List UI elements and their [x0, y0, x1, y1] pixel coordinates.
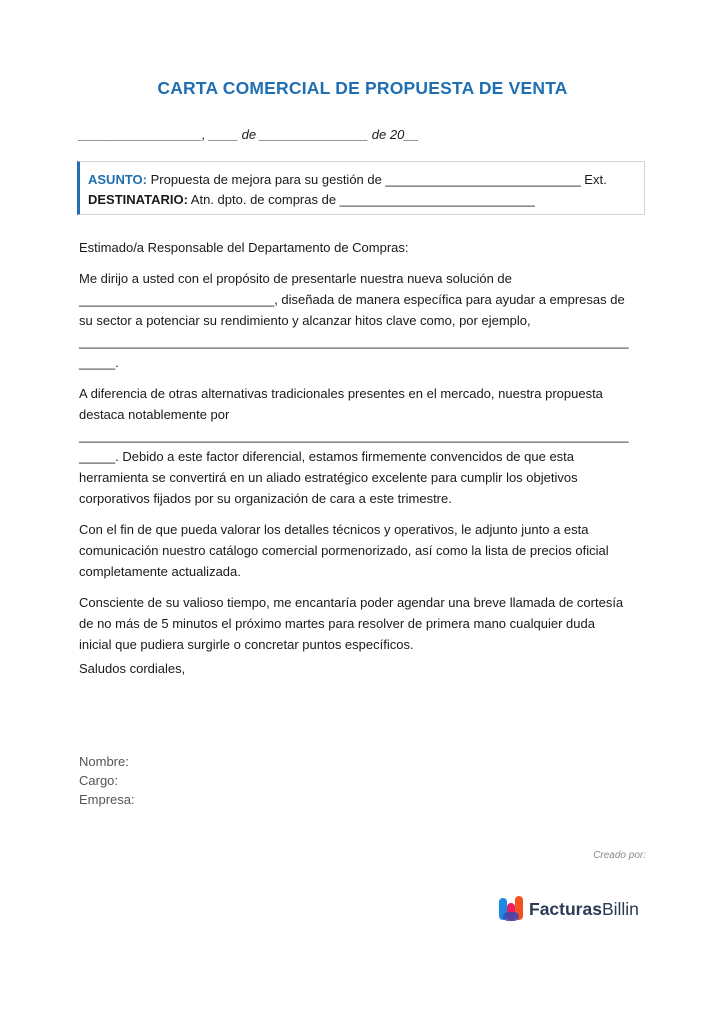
paragraph-2-line: herramienta se convertirá en un aliado estratégico excelente para cumplir los objetivos [79, 470, 578, 485]
paragraph-2-line: _____. Debido a este factor diferencial, estamos firmemente convencidos de que esta [79, 449, 575, 464]
paragraph-1-line: su sector a potenciar su rendimiento y alcanzar hitos clave como, por ejemplo, [79, 313, 531, 328]
paragraph-2-line: A diferencia de otras alternativas tradicionales presentes en el mercado, nuestra propuesta [79, 386, 603, 401]
asunto-label: ASUNTO: [88, 172, 147, 187]
billin-logo-icon [498, 895, 524, 923]
signature-cargo: Cargo: [79, 773, 119, 788]
paragraph-2-line: destaca notablemente por [79, 407, 230, 422]
greeting: Estimado/a Responsable del Departamento de Compras: [79, 240, 409, 255]
paragraph-3 [79, 519, 647, 582]
paragraph-3-line: Con el fin de que pueda valorar los detalles técnicos y operativos, le adjunto junto a esta [79, 522, 589, 537]
paragraph-2 [79, 383, 647, 509]
brand-name-part1: Facturas [529, 898, 602, 919]
signature-empresa: Empresa: [79, 792, 135, 807]
signature-nombre: Nombre: [79, 754, 129, 769]
paragraph-2-line: ____________________________________________________________________________ [79, 428, 629, 443]
letter-body [79, 237, 647, 665]
paragraph-4-line: inicial que pudiera surgirle o concretar puntos específicos. [79, 637, 414, 652]
paragraph-1-line: ___________________________, diseñada de manera específica para ayudar a empresas de [79, 292, 625, 307]
asunto-row [88, 170, 644, 190]
brand-name-part2: Billin [601, 898, 639, 919]
created-by-label: Creado por: [593, 850, 646, 861]
closing: Saludos cordiales, [79, 661, 186, 676]
document-title: CARTA COMERCIAL DE PROPUESTA DE VENTA [157, 78, 568, 98]
paragraph-3-line: comunicación nuestro catálogo comercial pormenorizado, así como la lista de precios oficial [79, 543, 609, 558]
billin-logo [498, 894, 639, 924]
paragraph-1-line: Me dirijo a usted con el propósito de presentarle nuestra nueva solución de [79, 271, 512, 286]
paragraph-3-line: completamente actualizada. [79, 564, 241, 579]
paragraph-1-line: ____________________________________________________________________________ [79, 334, 629, 349]
subject-box [77, 161, 645, 215]
brand-name [529, 899, 639, 920]
destinatario-text: Atn. dpto. de compras de ___________________________ [187, 192, 535, 207]
paragraph-4-line: Consciente de su valioso tiempo, me encantaría poder agendar una breve llamada de cortesía [79, 595, 624, 610]
asunto-text: Propuesta de mejora para su gestión de ___________________________ Ext. [146, 172, 607, 187]
paragraph-1-line: _____. [79, 355, 119, 370]
signature-block [79, 752, 135, 809]
paragraph-1 [79, 268, 647, 373]
paragraph-4 [79, 592, 647, 655]
date-line: _________________, ____ de _______________ de 20__ [79, 127, 419, 142]
destinatario-label: DESTINATARIO: [88, 192, 188, 207]
paragraph-4-line: de no más de 5 minutos el próximo martes para resolver de primera mano cualquier duda [79, 616, 595, 631]
paragraph-2-line: corporativos fijados por su organización de cara a este trimestre. [79, 491, 452, 506]
destinatario-row [88, 190, 644, 210]
